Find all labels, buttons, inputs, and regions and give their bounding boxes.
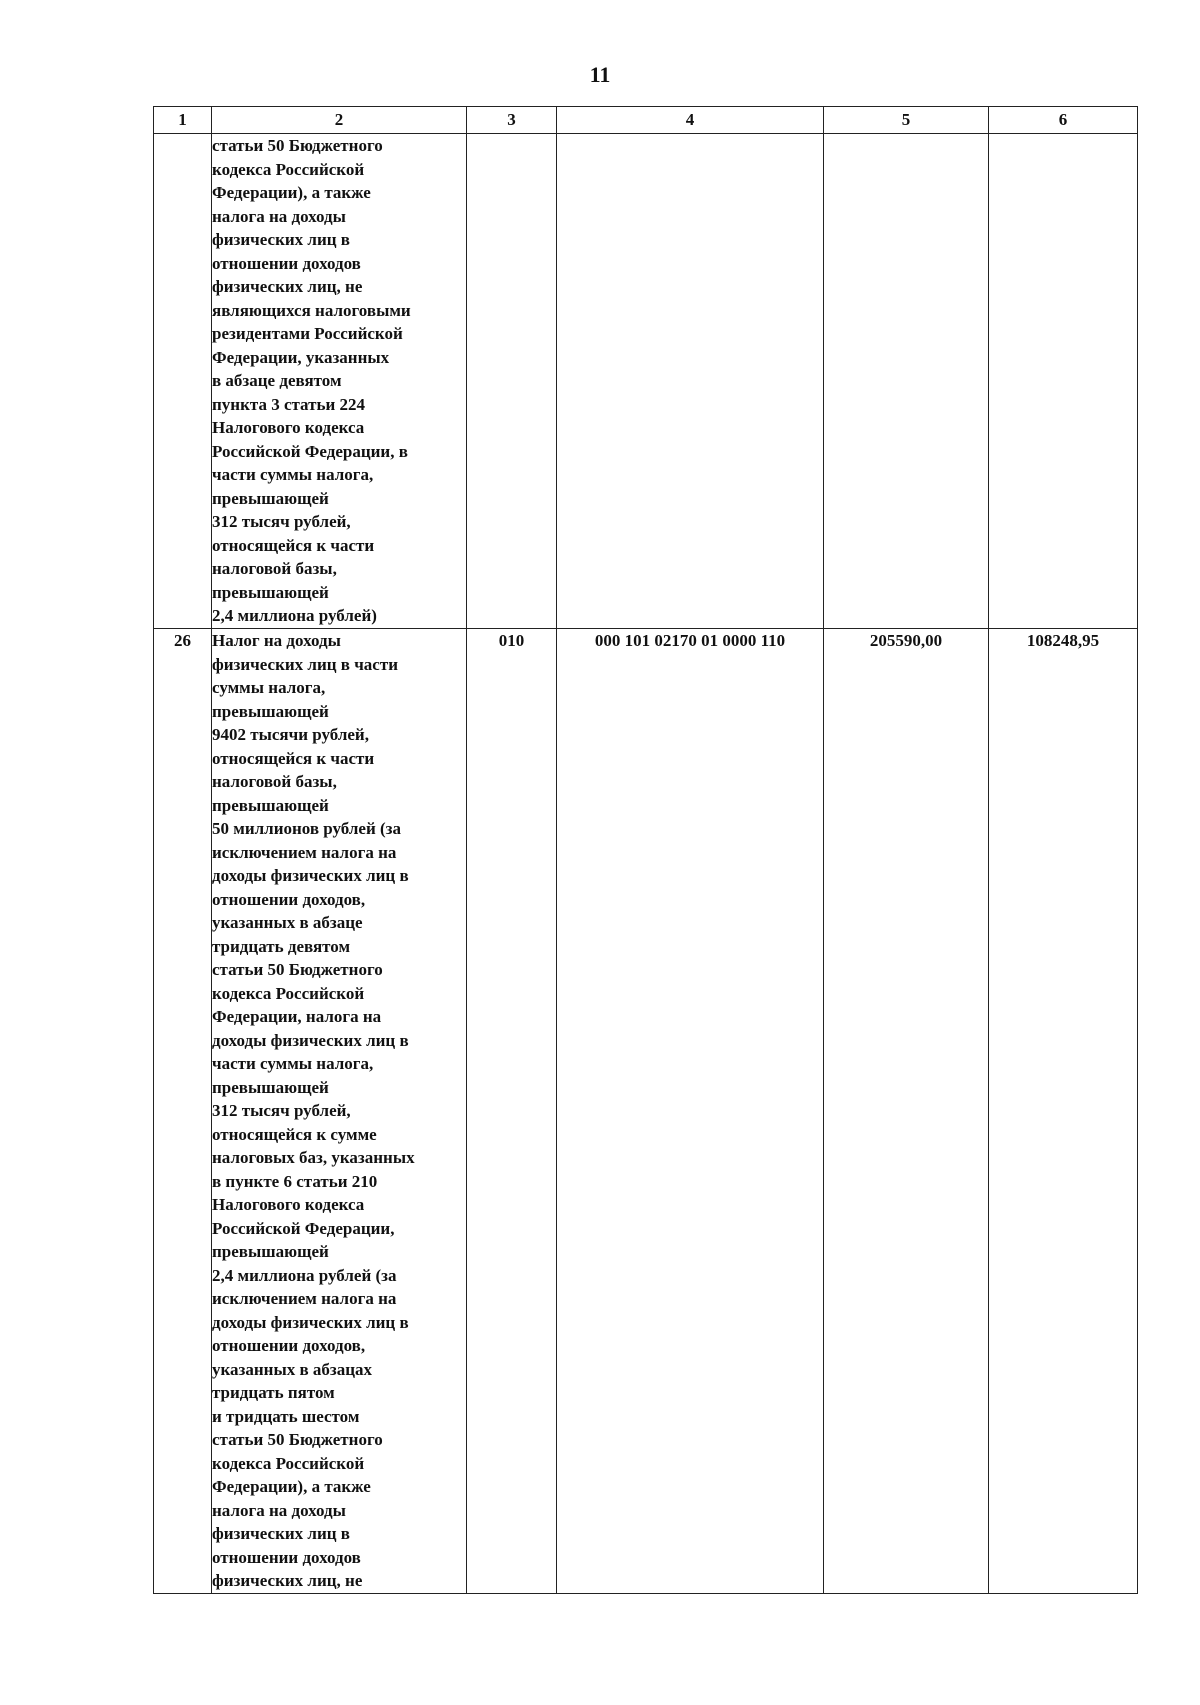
row-description (212, 629, 467, 1594)
column-header-4: 4 (557, 107, 824, 134)
description-line: тридцать девятом (212, 936, 351, 956)
description-line: превышающей (212, 701, 329, 721)
description-line: налоговой базы, (212, 559, 337, 578)
description-line: суммы налога, (212, 678, 326, 697)
row-kbk: 000 101 02170 01 0000 110 (557, 629, 824, 1594)
description-line: налоговой базы, (212, 772, 337, 791)
column-header-1: 1 (154, 107, 212, 134)
description-line: части суммы налога, (212, 465, 374, 484)
description-line: статьи 50 Бюджетного (212, 1430, 383, 1449)
row-code (467, 134, 557, 629)
description-line: исключением налога на (212, 842, 397, 862)
description-line: превышающей (212, 488, 329, 508)
description-line: физических лиц в (212, 1524, 350, 1543)
description-line: Налогового кодекса (212, 418, 365, 437)
row-number: 26 (154, 629, 212, 1594)
row-amount-6: 108248,95 (989, 629, 1138, 1594)
description-line: 50 миллионов рублей (за (212, 819, 402, 838)
description-line: исключением налога на (212, 1289, 397, 1308)
description-line: отношении доходов (212, 253, 361, 273)
column-header-6: 6 (989, 107, 1138, 134)
table-row (154, 629, 1138, 1594)
description-line: физических лиц в (212, 230, 350, 249)
description-line: превышающей (212, 1242, 329, 1261)
description-line: являющихся налоговыми (212, 300, 411, 320)
description-line: Налог на доходы (212, 631, 341, 650)
description-line: Налогового кодекса (212, 1195, 365, 1214)
description-line: указанных в абзаце (212, 913, 363, 932)
description-line: части суммы налога, (212, 1054, 374, 1073)
description-line: пункта 3 статьи 224 (212, 394, 365, 414)
description-line: кодекса Российской (212, 983, 365, 1003)
column-header-2: 2 (212, 107, 467, 134)
row-amount-6 (989, 134, 1138, 629)
description-line: Российской Федерации, (212, 1218, 395, 1238)
description-line: доходы физических лиц в (212, 1030, 409, 1050)
description-line: 312 тысяч рублей, (212, 1101, 351, 1120)
description-line: статьи 50 Бюджетного (212, 136, 383, 155)
description-line: превышающей (212, 1077, 329, 1097)
row-number (154, 134, 212, 629)
column-header-3: 3 (467, 107, 557, 134)
description-line: статьи 50 Бюджетного (212, 960, 383, 979)
description-line: 2,4 миллиона рублей (за (212, 1265, 397, 1285)
description-line: отношении доходов (212, 1547, 361, 1567)
table-row (154, 134, 1138, 629)
description-line: относящейся к сумме (212, 1124, 377, 1144)
description-line: резидентами Российской (212, 324, 403, 343)
description-line: относящейся к части (212, 748, 375, 768)
description-line: указанных в абзацах (212, 1359, 373, 1379)
description-line: налоговых баз, указанных (212, 1148, 415, 1167)
description-line: доходы физических лиц в (212, 1312, 409, 1332)
description-line: отношении доходов, (212, 1336, 366, 1355)
row-kbk (557, 134, 824, 629)
description-line: кодекса Российской (212, 159, 365, 179)
description-line: Российской Федерации, в (212, 441, 408, 461)
description-line: превышающей (212, 582, 329, 602)
description-line: налога на доходы (212, 1500, 346, 1520)
description-line: физических лиц, не (212, 1571, 363, 1590)
budget-table (153, 106, 1138, 1594)
row-code: 010 (467, 629, 557, 1594)
description-line: доходы физических лиц в (212, 866, 409, 885)
description-line: Федерации), а также (212, 1477, 371, 1496)
description-line: физических лиц в части (212, 654, 398, 674)
row-amount-5: 205590,00 (824, 629, 989, 1594)
description-line: 312 тысяч рублей, (212, 512, 351, 531)
row-description (212, 134, 467, 629)
description-line: Федерации, налога на (212, 1007, 382, 1026)
description-line: налога на доходы (212, 206, 346, 226)
description-line: и тридцать шестом (212, 1406, 360, 1426)
description-line: в пункте 6 статьи 210 (212, 1171, 378, 1191)
description-line: физических лиц, не (212, 277, 363, 296)
description-line: отношении доходов, (212, 889, 366, 909)
description-line: превышающей (212, 795, 329, 815)
description-line: тридцать пятом (212, 1383, 335, 1402)
page-number: 11 (589, 62, 611, 87)
column-header-5: 5 (824, 107, 989, 134)
description-line: Федерации), а также (212, 183, 371, 202)
table-header-row (154, 107, 1138, 134)
description-line: 2,4 миллиона рублей) (212, 606, 377, 625)
description-line: Федерации, указанных (212, 347, 390, 367)
description-line: 9402 тысячи рублей, (212, 725, 369, 744)
description-line: в абзаце девятом (212, 371, 342, 390)
description-line: кодекса Российской (212, 1453, 365, 1473)
description-line: относящейся к части (212, 535, 375, 555)
row-amount-5 (824, 134, 989, 629)
